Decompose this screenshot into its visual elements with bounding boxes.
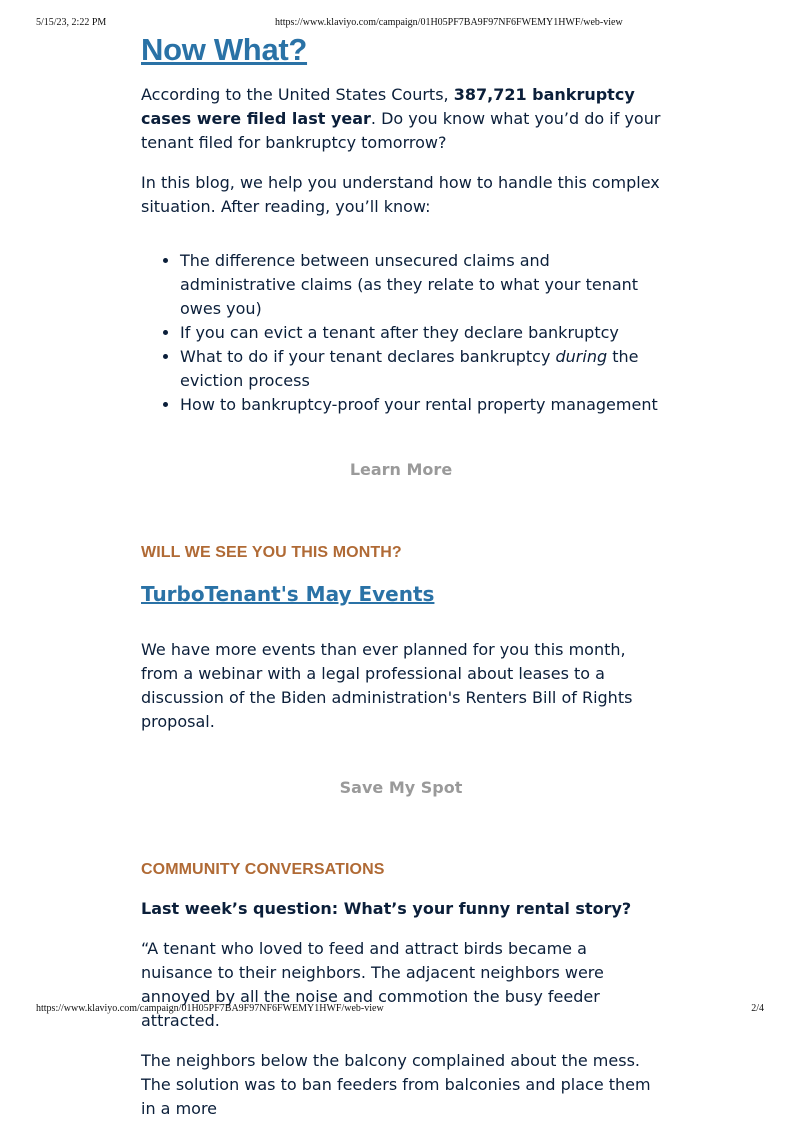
list-item-emphasis: during: [555, 347, 608, 366]
takeaways-list: [141, 249, 661, 417]
save-my-spot-button[interactable]: Save My Spot: [339, 778, 463, 797]
events-title-link[interactable]: TurboTenant's May Events: [141, 582, 435, 606]
print-datetime: 5/15/23, 2:22 PM: [36, 17, 107, 28]
events-eyebrow: WILL WE SEE YOU THIS MONTH?: [141, 544, 402, 561]
list-item: • How to bankruptcy-proof your rental property management: [180, 393, 661, 417]
print-footer-url: https://www.klaviyo.com/campaign/01H05PF7BA9F97NF6FWEMY1HWF/web-view: [36, 1003, 384, 1014]
learn-more-button[interactable]: Learn More: [349, 460, 453, 479]
intro-statistic: 387,721 bankruptcy cases were filed last year: [141, 85, 635, 128]
community-story-paragraph: “A tenant who loved to feed and attract birds became a nuisance to their neighbors. The adjacent neighbors were annoyed by all the noise and commotion the busy feeder attracted.: [141, 939, 604, 1030]
article-intro-paragraph: [141, 83, 661, 155]
community-story-paragraph-2: The neighbors below the balcony complained about the mess. The solution was to ban feeders from balconies and place them in a more: [141, 1051, 651, 1118]
community-question: Last week’s question: What’s your funny rental story?: [141, 899, 632, 918]
list-item-text: What to do if your tenant declares bankruptcy: [180, 347, 556, 366]
print-header-url: https://www.klaviyo.com/campaign/01H05PF7BA9F97NF6FWEMY1HWF/web-view: [275, 17, 623, 28]
list-item-text: the eviction process: [180, 347, 639, 390]
intro-text-start: According to the United States Courts,: [141, 85, 454, 104]
list-item: • The difference between unsecured claims and administrative claims (as they relate to what your tenant owes you): [180, 249, 661, 321]
article-headline-link[interactable]: Now What?: [141, 32, 308, 67]
events-paragraph: We have more events than ever planned for you this month, from a webinar with a legal professional about leases to a discussion of the Biden administration's Renters Bill of Rights proposal.: [141, 640, 633, 731]
list-item: [180, 345, 661, 393]
intro-text-end: . Do you know what you’d do if your tenant filed for bankruptcy tomorrow?: [141, 109, 661, 152]
page-number: 2/4: [751, 1003, 764, 1014]
community-eyebrow: COMMUNITY CONVERSATIONS: [141, 861, 385, 878]
list-item: • If you can evict a tenant after they declare bankruptcy: [180, 321, 661, 345]
article-summary-paragraph: In this blog, we help you understand how to handle this complex situation. After reading, you’ll know:: [141, 173, 660, 216]
